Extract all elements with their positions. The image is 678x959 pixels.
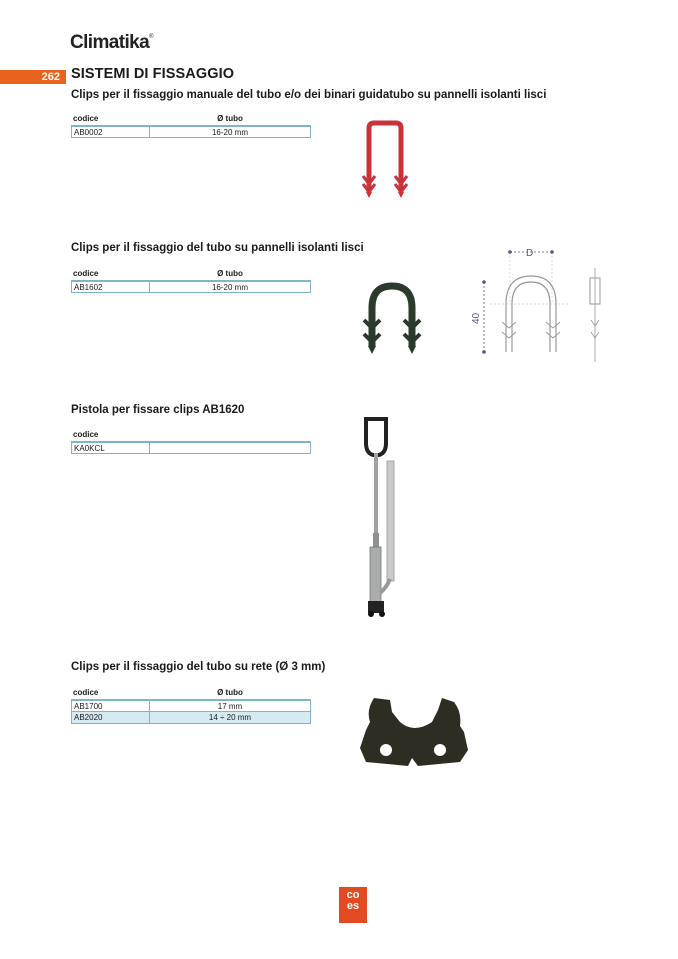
table-header: codice Ø tubo — [71, 268, 311, 281]
footer-logo: co es — [339, 887, 367, 923]
product-table — [71, 113, 311, 138]
clip-gun-image — [355, 413, 405, 621]
table-row: AB1602 16-20 mm — [71, 281, 311, 293]
product-table — [71, 429, 311, 454]
product-title: Pistola per fissare clips AB1620 — [71, 404, 245, 416]
table-header: codice Ø tubo — [71, 687, 311, 700]
mesh-clip-image — [356, 692, 474, 770]
table-row: KA0KCL — [71, 442, 311, 454]
product-title: Clips per il fissaggio del tubo su rete (Ø 3 mm) — [71, 661, 326, 673]
product-title: Clips per il fissaggio manuale del tubo e/o dei binari guidatubo su pannelli isolanti lisci — [71, 89, 547, 101]
u-staple-clip-image — [355, 118, 415, 204]
clip-dimension-diagram — [470, 244, 610, 366]
page-number-tab — [0, 70, 66, 84]
page-number: 262 — [41, 71, 60, 83]
product-table — [71, 268, 311, 293]
arch-clip-image — [355, 276, 430, 361]
diagram-height-label: 40 — [471, 312, 482, 324]
product-title: Clips per il fissaggio del tubo su pannelli isolanti lisci — [71, 242, 364, 254]
section-title: SISTEMI DI FISSAGGIO — [71, 66, 235, 82]
brand-logo: Climatika® — [70, 32, 153, 53]
product-table — [71, 687, 311, 724]
table-header: codice Ø tubo — [71, 113, 311, 126]
diagram-width-label: D — [526, 248, 534, 259]
table-header: codice — [71, 429, 311, 442]
table-row: AB1700 17 mm — [71, 700, 311, 712]
table-row: AB2020 14 ÷ 20 mm — [71, 712, 311, 724]
table-row: AB0002 16-20 mm — [71, 126, 311, 138]
